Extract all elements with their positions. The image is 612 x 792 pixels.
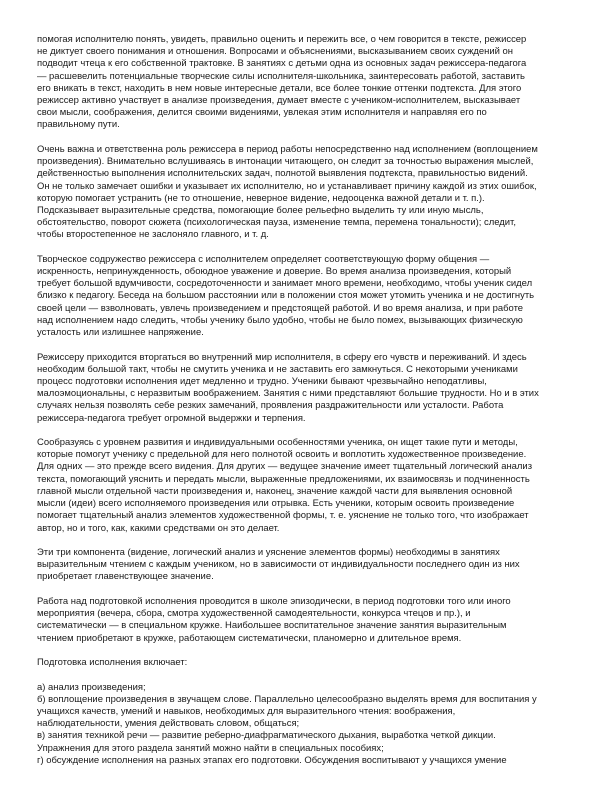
text-line: Творческое содружество режиссера с исполнителем определяет соответствующую форму общения — (37, 253, 490, 265)
text-line: мысли (идеи) всего исполняемого произведения или отрывка. Есть ученики, которым освоить произведение (37, 498, 515, 510)
text-line: Работа над подготовкой исполнения проводится в школе эпизодически, в период подготовки того или иного (37, 595, 511, 607)
text-line: а) анализ произведения; (37, 681, 146, 693)
text-line: Эти три компонента (видение, логический анализ и уяснение элементов формы) необходимы в занятиях (37, 547, 500, 558)
text-line: чтобы второстепенное не заслоняло главного, и т. д. (37, 229, 269, 241)
preparation-list (37, 682, 577, 767)
text-line: процесс подготовки исполнения идет медленно и трудно. Ученики бывают чрезвычайно неподатливы, (37, 375, 487, 387)
text-line: г) обсуждение исполнения на разных этапах его подготовки. Обсуждения воспитывают у учащихся умение (37, 754, 507, 766)
paragraph (37, 144, 577, 242)
text-line: произведения). Внимательно вслушиваясь в интонации читающего, он следит за точностью выражения мыслей, (37, 156, 534, 168)
text-line: Подсказывает выразительные средства, помогающие более рельефно выделить ту или иную мысль, (37, 204, 484, 216)
text-line: мероприятия (вечера, сбора, смотра художественной самодеятельности, конкурса чтецов и пр.), и (37, 608, 471, 620)
text-line: — расшевелить потенциальные творческие силы исполнителя-школьника, заинтересовать работой, заставить (37, 70, 525, 82)
text-line: малоэмоциональны, с неразвитым воображением. Занятия с ними представляют большие трудности. Но и в этих (37, 388, 539, 400)
text-line: чтением приобретают в кружке, работающем систематически, планомерно и длительное время. (37, 632, 462, 644)
text-line: над исполнением надо следить, чтобы ученику было удобно, чтобы не было помех, вызывающих физическую (37, 314, 523, 326)
text-line: выразительным чтением с каждым учеником, но в зависимости от индивидуальности последнего один из них (37, 559, 520, 571)
document-page (37, 34, 577, 767)
text-line: усталость или излишнее напряжение. (37, 327, 204, 339)
text-line: правильному пути. (37, 119, 120, 131)
text-line: учащихся качеств, умений и навыков, необходимых для выразительного чтения: воображения, (37, 705, 456, 717)
text-line: Для одних — это прежде всего видения. Для других — ведущее значение имеет тщательный логический анализ (37, 461, 533, 473)
text-line: помогает тщательный анализ элементов художественной формы, т. е. уяснение не только того, что изображает (37, 510, 529, 522)
text-line: Он не только замечает ошибки и указывает их исполнителю, но и устанавливает причину каждой из этих ошибок, (37, 180, 537, 192)
text-line: режиссер активно участвует в анализе произведения, думает вместе с учеником-исполнителем, высказывает (37, 95, 521, 107)
paragraph (37, 352, 577, 425)
text-line: которые помогут ученику с предельной для него полнотой освоить и воплотить художественное произведение. (37, 449, 527, 461)
text-line: режиссера-педагога требует огромной выдержки и терпения. (37, 412, 306, 424)
text-line: свои мысли, соображения, делится своими видениями, увлекая этим исполнителя и направляя его по (37, 107, 487, 119)
text-line: Сообразуясь с уровнем развития и индивидуальными особенностями ученика, он ищет такие пути и методы, (37, 437, 518, 449)
paragraph (37, 34, 577, 132)
text-line: наблюдательности, умения действовать словом, общаться; (37, 718, 300, 730)
body-text (37, 34, 577, 645)
text-line: систематически — в специальном кружке. Наибольшее воспитательное значение занятия выразительным (37, 620, 507, 632)
text-line: требует большой вдумчивости, сосредоточенности и занимает много времени, необходимо, чтобы ученик сидел (37, 278, 533, 290)
text-line: случаях нельзя позволять себе резких замечаний, проявления раздражительности или усталости. Работа (37, 400, 504, 412)
text-line: Режиссеру приходится вторгаться во внутренний мир исполнителя, в сферу его чувств и переживаний. И здесь (37, 351, 527, 363)
text-line: помогая исполнителю понять, увидеть, правильно оценить и пережить все, о чем говорится в тексте, режиссер (37, 34, 527, 45)
list-heading: Подготовка исполнения включает: (37, 657, 188, 669)
text-line: главной мысли отдельной части произведения и, наконец, значение каждой части для выявления основной (37, 485, 513, 497)
list-item (37, 694, 577, 731)
text-line: Упражнения для этого раздела занятий можно найти в специальных пособиях; (37, 742, 384, 754)
text-line: близко к педагогу. Беседа на большом расстоянии или в положении стоя может утомить ученика и не достигнуть (37, 290, 535, 302)
text-line: необходим большой такт, чтобы не смутить ученика и не заставить его замкнуться. С некоторыми учениками (37, 363, 518, 375)
paragraph (37, 254, 577, 339)
text-line: его вникать в текст, находить в нем новые интересные детали, все более тонкие оттенки подтекста. Для этого (37, 82, 522, 94)
text-line: которую помогает устранить (не то отношение, неверное видение, недооценка важной детали и т. п.). (37, 192, 485, 204)
paragraph (37, 547, 577, 584)
paragraph (37, 437, 577, 535)
text-line: своей цели — взволновать, увлечь произведением и предстоящей работой. И во время анализа, и при работе (37, 302, 524, 314)
list-item (37, 730, 577, 754)
text-line: Очень важна и ответственна роль режиссера в период работы непосредственно над исполнением (воплощением (37, 143, 538, 155)
text-line: не диктует своего понимания и отношения. Вопросами и объяснениями, высказыванием своих суждений он (37, 46, 513, 58)
text-line: действенностью выполнения исполнительских задач, полнотой выявления подтекста, правильностью видений. (37, 168, 528, 180)
text-line: текста, помогающий уяснить и передать мысли, выраженные предложениями, их взаимосвязь и подчиненность (37, 473, 530, 485)
text-line: обстоятельство, поворот сюжета (психологическая пауза, изменение темпа, перемена тональности); следит, (37, 217, 516, 229)
list-item (37, 682, 577, 694)
text-line: искренность, непринужденность, обоюдное уважение и доверие. Во время анализа произведения, который (37, 266, 512, 278)
paragraph (37, 596, 577, 645)
list-item (37, 755, 577, 767)
text-line: приобретает главенствующее значение. (37, 571, 214, 583)
text-line: б) воплощение произведения в звучащем слове. Параллельно целесообразно выделять время для воспитания у (37, 693, 537, 705)
text-line: автор, но и того, как, какими средствами он это делает. (37, 522, 280, 534)
text-line: в) занятия техникой речи — развитие реберно-диафрагматического дыхания, выработка четкой дикции. (37, 730, 496, 742)
text-line: подводит чтеца к его собственной трактовке. В занятиях с детьми одна из основных задач режиссера-педагога (37, 58, 527, 70)
